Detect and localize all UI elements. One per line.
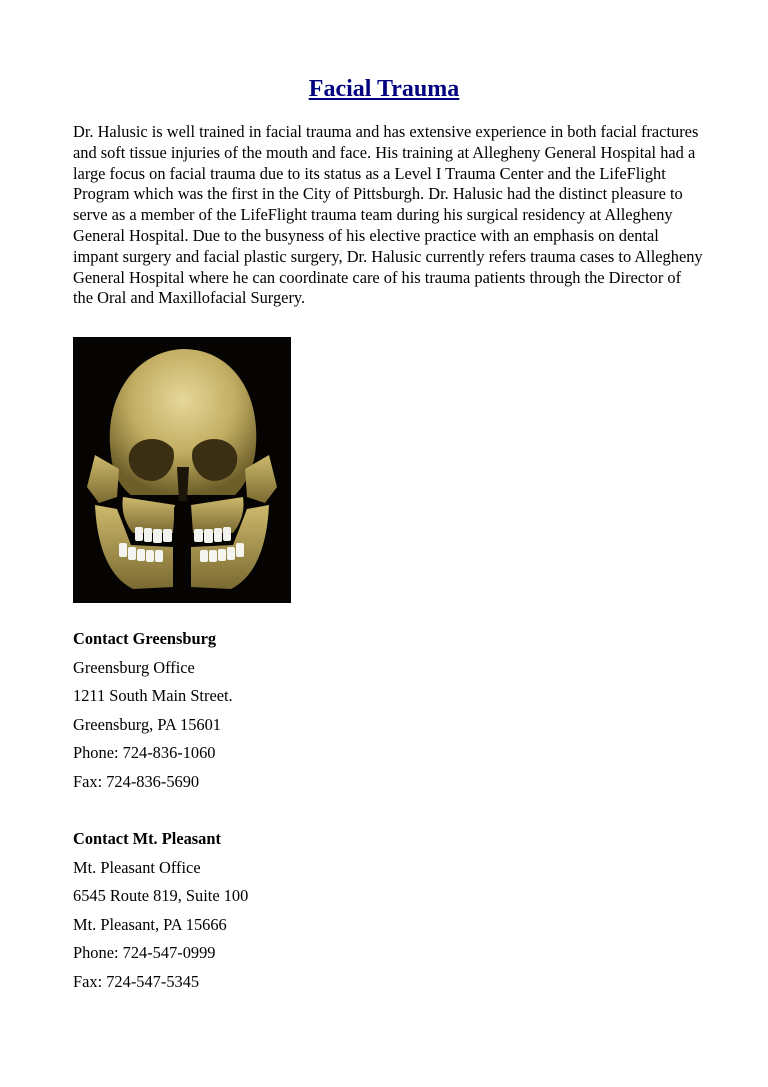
skull-drawing xyxy=(73,337,291,603)
contact-heading: Contact Mt. Pleasant xyxy=(73,829,221,848)
street-address: 6545 Route 819, Suite 100 xyxy=(73,886,249,906)
office-name: Greensburg Office xyxy=(73,657,195,677)
city-state-zip: Greensburg, PA 15601 xyxy=(73,714,221,734)
street-address: 1211 South Main Street. xyxy=(73,686,233,706)
phone-number: Phone: 724-547-0999 xyxy=(73,943,216,963)
page-title[interactable] xyxy=(0,74,768,104)
fractured-skull-illustration xyxy=(73,337,291,603)
city-state-zip: Mt. Pleasant, PA 15666 xyxy=(73,914,227,934)
phone-number: Phone: 724-836-1060 xyxy=(73,743,216,763)
fax-number: Fax: 724-547-5345 xyxy=(73,971,200,991)
contact-heading: Contact Greensburg xyxy=(73,629,217,648)
contact-greensburg xyxy=(73,625,473,797)
intro-paragraph: Dr. Halusic is well trained in facial trauma and has extensive experience in both facial fractures and soft tissue injuries of the mouth and face. His training at Allegheny General Hospital had a large focus on facial trauma due to its status as a Level I Trauma Center and the LifeFlight Program which was the first in the City of Pittsburgh. Dr. Halusic had the distinct pleasure to serve as a member of the LifeFlight trauma team during his surgical residency at Allegheny General Hospital. Due to the busyness of his elective practice with an emphasis on dental impant surgery and facial plastic surgery, Dr. Halusic currently refers trauma cases to Allegheny General Hospital where he can coordinate care of his trauma patients through the Director of the Oral and Maxillofacial Surgery. xyxy=(73,122,703,308)
fracture-gap xyxy=(174,507,190,603)
fax-number: Fax: 724-836-5690 xyxy=(73,771,200,791)
page-title-link[interactable]: Facial Trauma xyxy=(308,76,460,102)
contact-mt-pleasant xyxy=(73,825,473,997)
office-name: Mt. Pleasant Office xyxy=(73,857,201,877)
nasal-cavity xyxy=(177,467,189,501)
